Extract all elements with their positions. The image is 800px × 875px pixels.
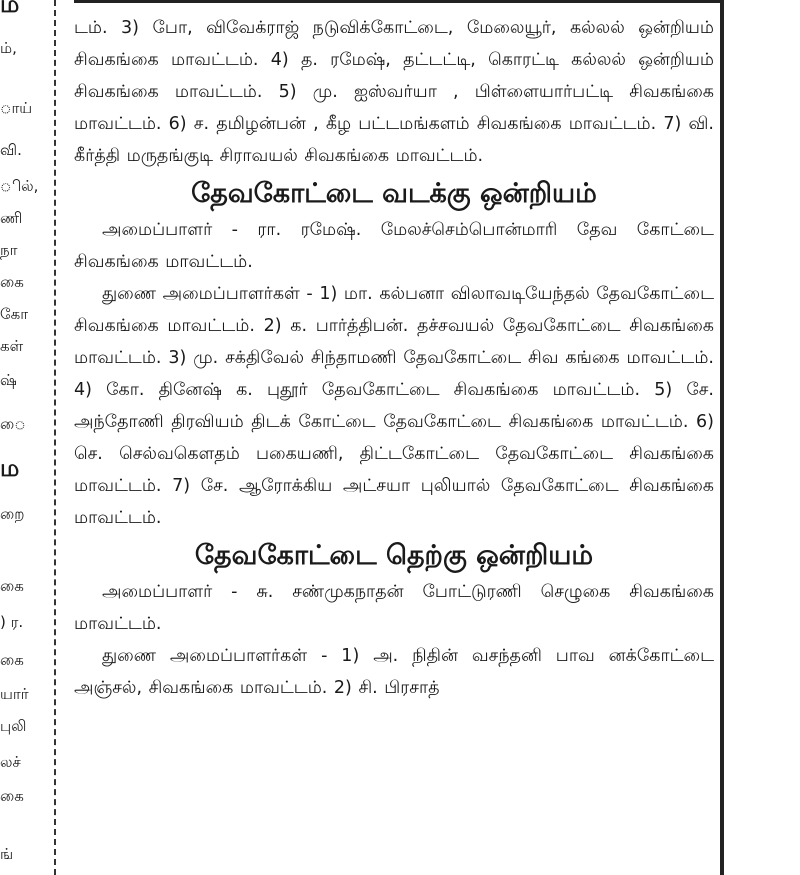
organizer-paragraph-north: அமைப்பாளர் - ரா. ரமேஷ். மேலச்செம்பொன்மாரி தேவ கோட்டை சிவகங்கை மாவட்டம். [74, 220, 714, 272]
left-text-fragment: றை [0, 505, 25, 523]
deputies-paragraph-south: துணை அமைப்பாளர்கள் - 1) அ. நிதின் வசந்தனி பாவ னக்கோட்டை அஞ்சல், சிவகங்கை மாவட்டம். 2) சி. பிரசாத் [74, 646, 714, 698]
left-text-fragment: யார் [0, 685, 29, 703]
left-text-fragment: கை [0, 787, 24, 805]
left-heading-fragment-2: ம [0, 454, 20, 482]
left-text-fragment: வி. [0, 141, 22, 159]
section-heading-south: தேவகோட்டை தெற்கு ஒன்றியம் [194, 540, 594, 571]
column-divider [54, 0, 56, 875]
left-text-fragment: கை [0, 651, 24, 669]
left-text-fragment: ை [0, 415, 26, 433]
left-text-fragment: கோ [0, 305, 29, 323]
left-text-fragment: கை [0, 577, 24, 595]
left-text-fragment: ணி [0, 209, 23, 227]
left-text-fragment: கள் [0, 337, 24, 355]
article-column [74, 0, 714, 875]
left-column-fragments [0, 0, 52, 875]
left-text-fragment: ஷ் [0, 371, 17, 389]
section-heading-north: தேவகோட்டை வடக்கு ஒன்றியம் [191, 178, 597, 209]
left-text-fragment: ) ர. [0, 613, 24, 631]
left-text-fragment: ில், [0, 177, 39, 195]
left-text-fragment: கை [0, 273, 24, 291]
left-text-fragment: ாய் [0, 99, 33, 117]
left-text-fragment: லச் [0, 753, 21, 771]
left-text-fragment: நா [0, 241, 18, 259]
left-text-fragment: ம், [0, 39, 17, 57]
deputies-paragraph-north: துணை அமைப்பாளர்கள் - 1) மா. கல்பனா விலாவடியேந்தல் தேவகோட்டை சிவகங்கை மாவட்டம். 2) க. பார்த்திபன். தச்சவயல் தேவகோட்டை சிவகங்கை மாவட்டம். 3) மு. சக்திவேல் சிந்தாமணி தேவகோட்டை சிவ கங்கை மாவட்டம். 4) கோ. தினேஷ் க. புதூர் தேவகோட்டை சிவகங்கை மாவட்டம். 5) சே. அந்தோணி திரவியம் திடக் கோட்டை தேவகோட்டை சிவகங்கை மாவட்டம். 6) செ. செல்வகௌதம் பகையணி, திட்டகோட்டை தேவகோட்டை சிவகங்கை மாவட்டம். 7) சே. ஆரோக்கிய அட்சயா புலியால் தேவகோட்டை சிவகங்கை மாவட்டம். [74, 284, 714, 528]
left-text-fragment: புலி [0, 717, 27, 735]
intro-paragraph: டம். 3) போ, விவேக்ராஜ் நடுவிக்கோட்டை, மேலையூர், கல்லல் ஒன்றியம் சிவகங்கை மாவட்டம். 4) த. ரமேஷ், தட்டட்டி, கொரட்டி கல்லல் ஒன்றியம் சிவகங்கை மாவட்டம். 5) மு. ஐஸ்வர்யா , பிள்ளையார்பட்டி சிவகங்கை மாவட்டம். 6) ச. தமிழன்பன் , கீழ பட்டமங்களம் சிவகங்கை மாவட்டம். 7) வி. கீர்த்தி மருதங்குடி சிராவயல் சிவகங்கை மாவட்டம். [74, 18, 714, 166]
left-heading-fragment-1: ம [0, 0, 20, 18]
organizer-paragraph-south: அமைப்பாளர் - சு. சண்முகநாதன் போட்டுரணி செழுகை சிவகங்கை மாவட்டம். [74, 582, 714, 634]
article-frame-right [720, 0, 724, 875]
left-text-fragment: ங் [0, 845, 14, 863]
